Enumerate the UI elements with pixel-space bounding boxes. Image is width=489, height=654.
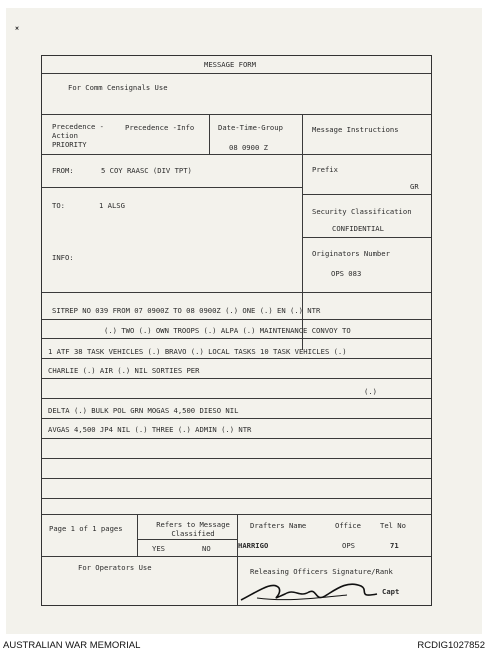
form-title: MESSAGE FORM [204,60,256,69]
prefix-label: Prefix [312,165,338,174]
precedence-info-label: Precedence -Info [125,123,195,132]
message-line: 1 ATF 38 TASK VEHICLES (.) BRAVO (.) LOCAL TASKS 10 TASK VEHICLES (.) [48,347,347,356]
prefix-value: GR [410,182,419,191]
dtg-value: 08 0900 Z [229,143,268,152]
message-line: SITREP NO 039 FROM 07 0900Z TO 08 0900Z (.) ONE (.) EN (.) NTR [52,306,321,315]
message-instructions-label: Message Instructions [312,125,399,134]
info-label: INFO: [52,253,74,262]
drafters-name-label: Drafters Name [250,521,307,530]
drafter-name-value: HARRIGO [238,541,269,550]
precedence-action-value: PRIORITY [52,140,87,149]
security-classification-label: Security Classification [312,207,412,216]
message-line: (.) TWO (.) OWN TROOPS (.) ALPA (.) MAINTENANCE CONVOY TO [104,326,351,335]
message-line: AVGAS 4,500 JP4 NIL (.) THREE (.) ADMIN (.) NTR [48,425,252,434]
yes-option: YES [152,544,165,553]
security-classification-value: CONFIDENTIAL [332,224,384,233]
releasing-officers-signature-label: Releasing Officers Signature/Rank [250,567,393,576]
from-value: 5 COY RAASC (DIV TPT) [101,166,192,175]
rank-value: Capt [382,587,400,596]
tel-no-value: 71 [390,541,399,550]
page-count: Page 1 of 1 pages [49,524,123,533]
message-line: (.) [364,387,377,396]
punch-mark: ˟ [14,26,21,37]
precedence-action-label: Precedence - Action [52,122,104,140]
originators-number-value: OPS 083 [331,269,362,278]
tel-no-label: Tel No [380,521,406,530]
refers-to-message-label: Refers to Message Classified [156,520,230,538]
from-label: FROM: [52,166,74,175]
footer-id: RCDIG1027852 [417,640,485,651]
message-line: CHARLIE (.) AIR (.) NIL SORTIES PER [48,366,200,375]
office-label: Office [335,521,361,530]
message-form [41,55,432,606]
to-label: TO: [52,201,65,210]
originators-number-label: Originators Number [312,249,390,258]
footer-source: AUSTRALIAN WAR MEMORIAL [3,640,141,651]
no-option: NO [202,544,211,553]
to-value: 1 ALSG [99,201,125,210]
message-line: DELTA (.) BULK POL GRN MOGAS 4,500 DIESO NIL [48,406,239,415]
dtg-label: Date-Time-Group [218,123,283,132]
for-comm-label: For Comm Censignals Use [68,83,168,92]
office-value: OPS [342,541,355,550]
for-operators-use-label: For Operators Use [78,563,152,572]
